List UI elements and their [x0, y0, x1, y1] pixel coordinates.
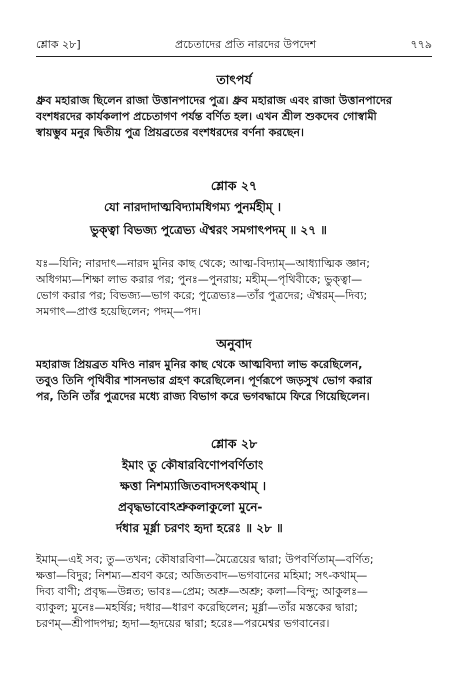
- synonym-line: ভোগ করার পর; বিভজ্য—ভাগ করে; পুত্রেভ্যঃ—তাঁর পুত্রদের; ঐশ্বরম্—দিব্য;: [36, 289, 368, 302]
- translation-line: পর, তিনি তাঁর পুত্রদের মধ্যে রাজ্য বিভাগ করে ভগবদ্ধামে ফিরে গিয়েছিলেন।: [36, 390, 370, 403]
- synonym-line: দিব্য বাণী; প্রবৃদ্ধ—উন্নত; ভাবঃ—প্রেম; অশ্রু—অশ্রু; কলা—বিন্দু; আকুলঃ—: [36, 585, 368, 598]
- verse-28-heading: শ্লোক ২৮: [210, 436, 258, 451]
- purport-heading: তাৎপর্য: [216, 72, 252, 87]
- verse-27-line-1: যো নারদাদাত্মবিদ্যামধিগম্য পুনর্মহীম্ ।: [104, 200, 282, 214]
- purport-text: [36, 93, 432, 141]
- verse-27-heading: শ্লোক ২৭: [210, 178, 258, 193]
- verse-28-line-2: ক্ষত্তা নিশম্যাজিতবাদসৎকথাম্ ।: [120, 479, 267, 493]
- synonym-line: ক্ষত্তা—বিদুর; নিশম্য—শ্রবণ করে; অজিতবাদ—ভগবানের মহিমা; সৎ-কথাম্—: [36, 569, 368, 582]
- synonym-line: যঃ—যিনি; নারদাৎ—নারদ মুনির কাছ থেকে; আত্ম-বিদ্যাম্—আধ্যাত্মিক জ্ঞান;: [36, 257, 370, 270]
- verse-28-line-3: প্রবৃদ্ধভাবোঽশ্রুকলাকুলো মুনে-: [118, 500, 263, 514]
- running-header: [36, 36, 432, 54]
- verse-28-synonyms: [36, 552, 432, 632]
- header-chapter-title: প্রচেতাদের প্রতি নারদের উপদেশ: [174, 37, 317, 51]
- verse-28-line-1: ইমাং তু কৌষারবিণোপবর্ণিতাং: [122, 458, 264, 472]
- purport-line: বংশধরদের কার্যকলাপ প্রচেতাগণ পর্যন্ত বর্ণিত হল। এখন শ্রীল শুকদেব গোস্বামী: [36, 110, 377, 123]
- purport-line: ধ্রুব মহারাজ ছিলেন রাজা উত্তানপাদের পুত্র। ধ্রুব মহারাজ এবং রাজা উত্তানপাদের: [36, 94, 392, 107]
- synonym-line: সমগাৎ—প্রাপ্ত হয়েছিলেন; পদম্—পদ।: [36, 305, 202, 318]
- verse-28-line-4: র্দধার মূর্ধ্না চরণং হৃদা হরেঃ ॥ ২৮ ॥: [116, 521, 283, 535]
- verse-27-line-2: ভুক্ত্বা বিভজ্য পুত্রেভ্য ঐশ্বরং সমগাৎপদম্ ॥ ২৭ ॥: [90, 223, 327, 237]
- header-verse-ref: শ্লোক ২৮]: [36, 37, 81, 51]
- translation-heading: অনুবাদ: [216, 336, 252, 351]
- translation-line: মহারাজ প্রিয়ব্রত যদিও নারদ মুনির কাছ থেকে আত্মবিদ্যা লাভ করেছিলেন,: [36, 358, 363, 371]
- verse-27-synonyms: [36, 256, 432, 320]
- header-rule: [36, 56, 432, 57]
- synonym-line: অধিগম্য—শিক্ষা লাভ করার পর; পুনঃ—পুনরায়; মহীম্—পৃথিবীকে; ভুক্ত্বা—: [36, 273, 363, 286]
- purport-line: স্বায়ম্ভুব মনুর দ্বিতীয় পুত্র প্রিয়ব্রতের বংশধরদের বর্ণনা করছেন।: [36, 126, 304, 139]
- synonym-line: ব্যাকুল; মুনেঃ—মহর্ষির; দধার—ধারণ করেছিলেন; মূর্ধ্না—তাঁর মস্তকের দ্বারা;: [36, 601, 358, 614]
- translation-line: তবুও তিনি পৃথিবীর শাসনভার গ্রহণ করেছিলেন। পূর্ণরূপে জড়সুখ ভোগ করার: [36, 374, 373, 387]
- synonym-line: ইমাম্—এই সব; তু—তখন; কৌষারবিণা—মৈত্রেয়ের দ্বারা; উপবর্ণিতাম্—বর্ণিত;: [36, 553, 374, 566]
- synonym-line: চরণম্—শ্রীপাদপদ্ম; হৃদা—হৃদয়ের দ্বারা; হরেঃ—পরমেশ্বর ভগবানের।: [36, 617, 330, 630]
- translation-text: [36, 357, 432, 405]
- header-page-number: ৭৭৯: [410, 37, 432, 51]
